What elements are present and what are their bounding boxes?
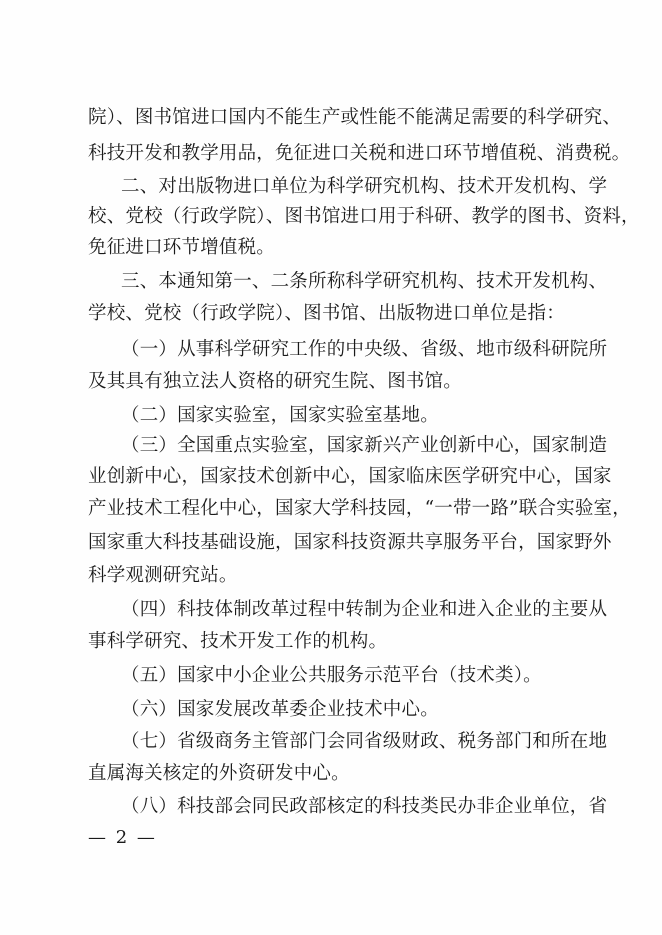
text-line-3: 二、对出版物进口单位为科学研究机构、技术开发机构、学 xyxy=(121,176,608,197)
text-line-7: 学校、党校（行政学院）、图书馆、出版物进口单位是指： xyxy=(88,303,565,324)
text-line-13: 产业技术工程化中心，国家大学科技园，“一带一路”联合实验室， xyxy=(88,498,631,519)
text-line-14: 国家重大科技基础设施，国家科技资源共享服务平台，国家野外 xyxy=(88,532,612,553)
text-line-5: 免征进口环节增值税。 xyxy=(88,237,276,258)
page-number: — 2 — xyxy=(88,827,157,848)
text-line-18: （五）国家中小企业公共服务示范平台（技术类）。 xyxy=(121,665,542,686)
text-line-8: （一）从事科学研究工作的中央级、省级、地市级科研院所 xyxy=(121,339,608,360)
text-line-9: 及其具有独立法人资格的研究生院、图书馆。 xyxy=(88,371,463,392)
text-line-17: 事科学研究、技术开发工作的机构。 xyxy=(88,631,388,652)
text-line-19: （六）国家发展改革委企业技术中心。 xyxy=(121,699,439,720)
text-line-16: （四）科技体制改革过程中转制为企业和进入企业的主要从 xyxy=(121,599,608,620)
text-line-22: （八）科技部会同民政部核定的科技类民办非企业单位，省 xyxy=(121,796,608,817)
text-line-4: 校、党校（行政学院）、图书馆进口用于科研、教学的图书、资料， xyxy=(88,206,640,227)
text-line-1: 院）、图书馆进口国内不能生产或性能不能满足需要的科学研究、 xyxy=(88,107,622,128)
text-line-15: 科学观测研究站。 xyxy=(88,565,238,586)
text-line-2: 科技开发和教学用品，免征进口关税和进口环节增值税、消费税。 xyxy=(88,143,631,164)
text-line-6: 三、本通知第一、二条所称科学研究机构、技术开发机构、 xyxy=(121,271,608,292)
text-line-11: （三）全国重点实验室，国家新兴产业创新中心，国家制造 xyxy=(121,435,608,456)
text-line-12: 业创新中心，国家技术创新中心，国家临床医学研究中心，国家 xyxy=(88,466,612,487)
text-line-20: （七）省级商务主管部门会同省级财政、税务部门和所在地 xyxy=(121,731,608,752)
text-line-10: （二）国家实验室，国家实验室基地。 xyxy=(121,405,439,426)
text-line-21: 直属海关核定的外资研发中心。 xyxy=(88,763,350,784)
